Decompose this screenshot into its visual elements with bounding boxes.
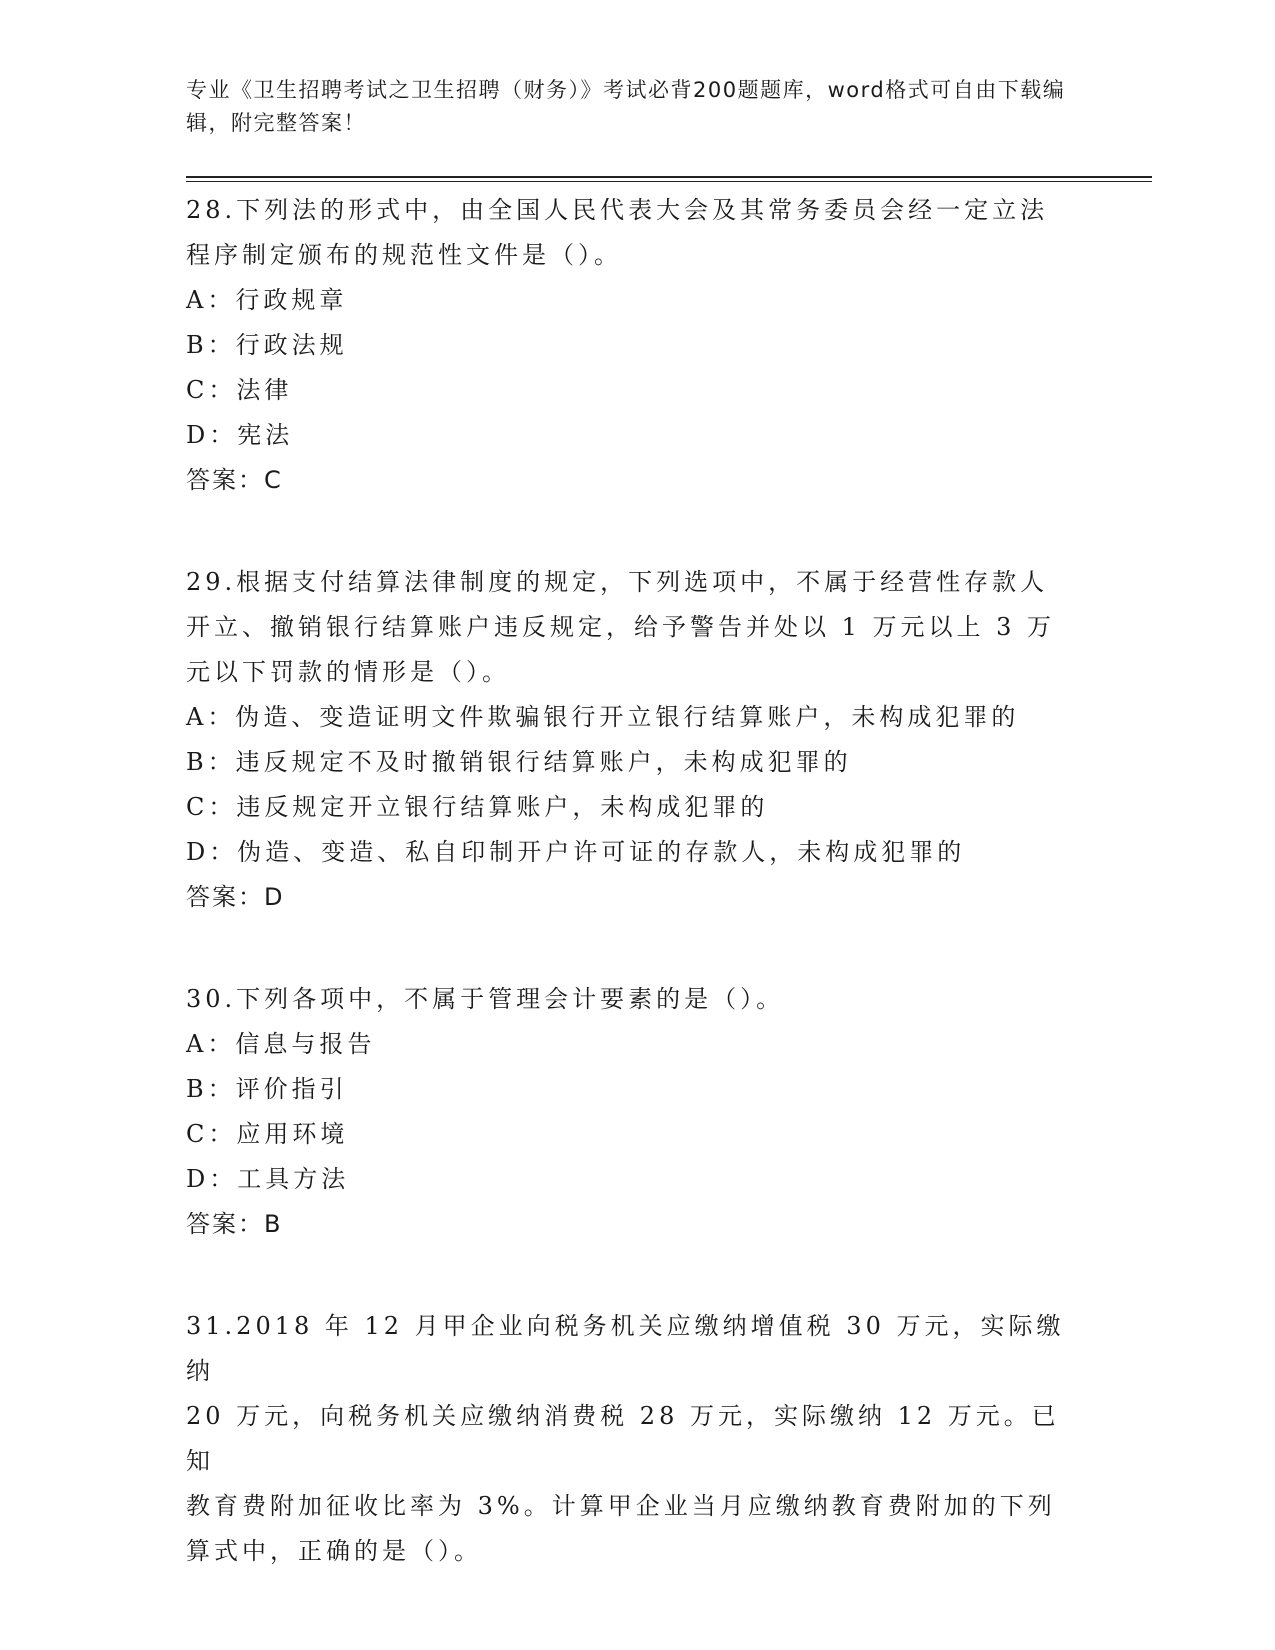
answer-label: 答案：D [186, 883, 285, 911]
question-28 [186, 188, 1086, 503]
question-stem-line: 28.下列法的形式中，由全国人民代表大会及其常务委员会经一定立法 [186, 196, 1049, 224]
question-stem-line: 算式中，正确的是（）。 [186, 1537, 482, 1565]
question-stem-line: 20 万元，向税务机关应缴纳消费税 28 万元，实际缴纳 12 万元。已知 [186, 1402, 1060, 1475]
question-stem-line: 29.根据支付结算法律制度的规定，下列选项中，不属于经营性存款人 [186, 568, 1049, 596]
option-b: B：评价指引 [186, 1075, 348, 1103]
option-a: A：伪造、变造证明文件欺骗银行开立银行结算账户，未构成犯罪的 [186, 703, 1020, 731]
option-c: C：应用环境 [186, 1120, 349, 1148]
option-d: D：伪造、变造、私自印制开户许可证的存款人，未构成犯罪的 [186, 838, 966, 866]
option-a: A：行政规章 [186, 286, 348, 314]
question-stem-line: 31.2018 年 12 月甲企业向税务机关应缴纳增值税 30 万元，实际缴纳 [186, 1312, 1065, 1385]
question-list [186, 188, 1086, 1574]
question-stem-line: 30.下列各项中，不属于管理会计要素的是（）。 [186, 985, 785, 1013]
question-spacer [186, 1247, 1086, 1304]
option-a: A：信息与报告 [186, 1030, 376, 1058]
header-divider-thin [186, 181, 1152, 182]
document-header: 专业《卫生招聘考试之卫生招聘（财务）》考试必背200题题库，word格式可自由下载编辑，附完整答案！ [186, 78, 1066, 135]
option-d: D：工具方法 [186, 1165, 350, 1193]
question-stem-line: 元以下罚款的情形是（）。 [186, 658, 510, 686]
question-stem-line: 程序制定颁布的规范性文件是（）。 [186, 241, 622, 269]
question-spacer [186, 503, 1086, 560]
question-30 [186, 977, 1086, 1247]
header-divider [186, 176, 1152, 178]
question-31 [186, 1304, 1086, 1574]
option-d: D：宪法 [186, 421, 294, 449]
answer-label: 答案：B [186, 1210, 283, 1238]
question-stem-line: 开立、撤销银行结算账户违反规定，给予警告并处以 1 万元以上 3 万 [186, 613, 1056, 641]
question-stem-line: 教育费附加征收比率为 3%。计算甲企业当月应缴纳教育费附加的下列 [186, 1492, 1056, 1520]
option-b: B：行政法规 [186, 331, 348, 359]
answer-label: 答案：C [186, 466, 283, 494]
question-29 [186, 560, 1086, 920]
question-spacer [186, 920, 1086, 977]
option-b: B：违反规定不及时撤销银行结算账户，未构成犯罪的 [186, 748, 852, 776]
option-c: C：违反规定开立银行结算账户，未构成犯罪的 [186, 793, 769, 821]
option-c: C：法律 [186, 376, 293, 404]
